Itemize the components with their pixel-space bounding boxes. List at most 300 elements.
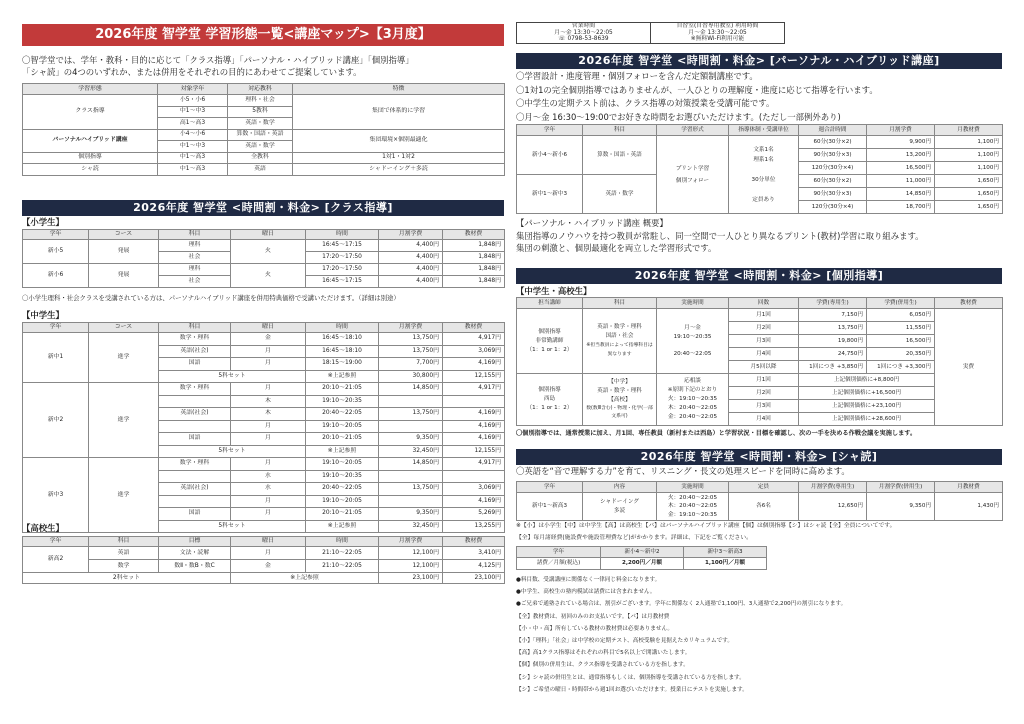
time-cell: [657, 374, 729, 426]
day-cell: 木: [231, 408, 306, 421]
material-cell: 4,169円: [443, 495, 505, 508]
count-cell: 月2回: [729, 387, 799, 400]
map-subject: 全教科: [228, 152, 293, 164]
set-note: ※上記参照: [306, 370, 379, 383]
course-cell: 発展: [89, 264, 159, 288]
table-row: [23, 458, 505, 471]
subject-cell: [159, 495, 231, 508]
time-cell: 16:45～17:15: [306, 276, 379, 288]
day-cell: 月: [231, 420, 306, 433]
col-header: 月割学費: [379, 230, 443, 240]
hours-cell: 90分(30分×3): [799, 188, 867, 201]
time-line: 木：20:40～22:05: [667, 405, 718, 411]
grade-cell: 新中2: [23, 383, 89, 458]
point-line: 〇月～金 16:30～19:00でお好きな時間をお選びいただけます。(ただし一部例外あり): [516, 111, 841, 122]
map-feature: 集団で体系的に学習: [293, 95, 505, 130]
material-cell: 4,125円: [443, 560, 505, 573]
fixed-line: 定員あり: [752, 196, 775, 203]
set-label: 2科セット: [23, 573, 231, 584]
fee-cell: [379, 495, 443, 508]
map-grade: 小5・小6: [158, 95, 228, 107]
table-row: [23, 264, 505, 276]
col-header: 科目: [583, 298, 657, 309]
fee-cell: 13,750円: [379, 483, 443, 496]
day-cell: 水: [231, 483, 306, 496]
set-material: 13,255円: [443, 520, 505, 533]
fee-cell: 9,350円: [867, 493, 935, 521]
course-cell: 進学: [89, 333, 159, 383]
col-header: 科目: [159, 230, 231, 240]
grade-cell: 新小5: [23, 240, 89, 264]
col-header: 学年: [23, 323, 89, 333]
col-header: 担当講師: [517, 298, 583, 309]
teacher-line: （1：1 or 1：2）: [526, 346, 573, 353]
col-header: 教材費: [443, 537, 505, 547]
individual-note: 〇個別指導では、通常授業に加え、月1回、専任教員（新村または西島）と学習状況・目標を確認し、次の一手を決める作戦会議を実施します。: [516, 430, 917, 437]
col-header: 内容: [583, 482, 657, 493]
point-line: 〇学習設計・進度管理・個別フォローを含んだ定額制講座です。: [516, 71, 758, 81]
summary-line: 集団の刺激と、個別最適化を両立した学習形式です。: [516, 243, 717, 253]
subject-line: 【高校】: [608, 397, 631, 403]
subject-cell: 英語: [89, 547, 159, 560]
business-hours: [517, 23, 651, 44]
class-section-title: 2026年度 智学堂 <時間割・料金> [クラス指導]: [22, 200, 504, 216]
personal-table: [516, 124, 1003, 214]
material-cell: 4,169円: [443, 433, 505, 446]
col-header: 教材費: [935, 298, 1003, 309]
col-header: 学年: [23, 537, 89, 547]
col-header: 月割学費: [379, 537, 443, 547]
set-label: 5科セット: [159, 445, 306, 458]
day-cell: 火: [231, 264, 306, 288]
subject-cell: 国語: [159, 358, 231, 371]
map-subject: 算数・国語・英語: [228, 129, 293, 141]
day-cell: 月: [231, 383, 306, 396]
time-cell: 16:45～17:15: [306, 240, 379, 252]
col-header: 月教材費: [935, 125, 1003, 136]
shadok-table: [516, 481, 1003, 521]
col-header: 曜日: [231, 323, 306, 333]
elementary-label: 【小学生】: [22, 217, 64, 227]
personal-summary: [516, 217, 924, 255]
day-cell: 火: [231, 240, 306, 264]
time-line: 金：19:10～20:35: [667, 511, 718, 518]
material-cell: 3,069円: [443, 345, 505, 358]
time-cell: 21:10～22:05: [306, 547, 379, 560]
fee-cell: 24,750円: [799, 348, 867, 361]
time-line: 木：20:40～22:05: [667, 503, 718, 510]
time-line: ※原則下記のとおり: [667, 387, 718, 393]
facility-table: [516, 546, 767, 570]
col-header: 学習形式: [657, 125, 729, 136]
footnote-line: 【シ】ご希望の曜日・時間帯から週1回お選びいただけます。授業日にテストを実施します。: [516, 686, 748, 693]
material-cell: 1,650円: [935, 175, 1003, 188]
facility-cell: 1,100円／月額: [684, 558, 767, 570]
map-feature: 集団環境×個別最適化: [293, 129, 505, 152]
footnote-line: ●料目数、受講講座に関係なく一律同じ料金になります。: [516, 577, 661, 583]
subject-cell: 英語(社会): [159, 483, 231, 496]
map-subject: 5教科: [228, 106, 293, 118]
fee-cell: 1回につき +3,850円: [799, 361, 867, 374]
col-header: 科目: [159, 323, 231, 333]
subject-line: 数(数Ⅲ含む)・物理・化学(一部文系可): [586, 406, 653, 419]
col-header: 月割学費(併用生): [867, 482, 935, 493]
col-header: 実施時間: [657, 298, 729, 309]
material-cell: 1,848円: [443, 264, 505, 276]
col-header: 時間: [306, 323, 379, 333]
personal-points: [516, 70, 878, 124]
hours-line: 月～金 13:30～22:05: [688, 29, 747, 36]
time-cell: 19:10～20:05: [306, 420, 379, 433]
table-row: [23, 547, 505, 560]
study-room-hours: [651, 23, 785, 44]
fee-cell: 12,100円: [379, 547, 443, 560]
col-header: コース: [89, 323, 159, 333]
map-type: シャ読: [23, 164, 158, 176]
fee-cell: 4,400円: [379, 264, 443, 276]
facility-label: 【全】毎月諸経費(施設費や施設管理費など)がかかります。詳細は、下記をご覧ください。: [516, 535, 752, 541]
map-grade: 中1～中3: [158, 141, 228, 153]
fee-cell: 13,750円: [379, 333, 443, 346]
count-cell: 月4回: [729, 348, 799, 361]
intro-line: 〇智学堂では、学年・教科・目的に応じて「クラス指導」「パーソナル・ハイブリッド講座」「個別指導」: [22, 55, 414, 65]
fee-cell: 9,350円: [379, 433, 443, 446]
fee-cell: 13,750円: [379, 408, 443, 421]
table-row: [23, 240, 505, 252]
fee-cell: 13,750円: [799, 322, 867, 335]
subject-cell: [159, 395, 231, 408]
col-header: 指導体制・受講単位: [729, 125, 799, 136]
fee-cell: 20,350円: [867, 348, 935, 361]
day-cell: 月: [231, 547, 306, 560]
time-cell: 19:10～20:35: [306, 395, 379, 408]
col-header: 学年: [517, 482, 583, 493]
footnote-list: [516, 574, 1006, 696]
col-header: 月割学費: [379, 323, 443, 333]
subject-cell: 数学・理科: [159, 383, 231, 396]
hours-line: 自習室(自習専用教室) 利用時間: [676, 23, 759, 29]
col-header: 学年: [517, 547, 601, 558]
format-cell: [657, 136, 729, 214]
footnote-line: 【小・中・高】所有している教材の教材費は必要ありません。: [516, 625, 673, 632]
fee-cell: 6,050円: [867, 309, 935, 322]
fee-cell: 14,850円: [867, 188, 935, 201]
map-header: 対応教科: [228, 84, 293, 95]
table-row: [23, 383, 505, 396]
goal-cell: 数Ⅱ・数B・数C: [159, 560, 231, 573]
shadok-section-title: 2026年度 智学堂 <時間割・料金> [シャ読]: [516, 449, 1002, 465]
material-cell: 3,410円: [443, 547, 505, 560]
material-cell: 4,917円: [443, 333, 505, 346]
col-header: 科目: [583, 125, 657, 136]
subject-cell: 英語(社会): [159, 345, 231, 358]
day-cell: 月: [231, 358, 306, 371]
elementary-note: 〇小学生理科・社会クラスを受講されている方は、パーソナルハイブリッド講座を併用特典価格で受講いただけます。（詳細は別途）: [22, 294, 400, 302]
fee-cell: 19,800円: [799, 335, 867, 348]
material-cell: 4,169円: [443, 420, 505, 433]
count-cell: 月3回: [729, 335, 799, 348]
col-header: 回数: [729, 298, 799, 309]
subject-cell: 算数・国語・英語: [583, 136, 657, 175]
map-subject: 理科・社会: [228, 95, 293, 107]
footnote-line: 【全】教材費は、初回のみのお支払いです。【パ】は月教材費: [516, 613, 670, 620]
time-cell: 20:10～21:05: [306, 508, 379, 521]
map-header: 学習形態: [23, 84, 158, 95]
footnote-line: ●ご兄弟で通塾されている場合は、割引がございます。学年に関係なく 2人通塾で1,100円、3人通塾で2,200円の割引になります。: [516, 601, 847, 608]
fee-cell: [379, 395, 443, 408]
subject-line: 英語・数学・理科: [597, 388, 642, 394]
fee-cell: 18,700円: [867, 201, 935, 214]
material-cell: 4,169円: [443, 358, 505, 371]
material-cell: 5,269円: [443, 508, 505, 521]
teacher-cell: [517, 374, 583, 426]
footnote-line: 【小】「理科」「社会」は中学校の定期テスト、高校受験を見据えたカリキュラムです。: [516, 637, 733, 644]
time-cell: 18:15～19:00: [306, 358, 379, 371]
table-row: [23, 560, 505, 573]
hours-cell: 60分(30分×2): [799, 136, 867, 149]
subject-cell: [583, 309, 657, 374]
time-cell: 20:40～22:05: [306, 408, 379, 421]
col-header: 曜日: [231, 537, 306, 547]
content-line: シャドーイング: [600, 498, 639, 505]
subject-line: ※担当教員によって指導科目は異なります: [586, 343, 653, 357]
col-header: 時間: [306, 230, 379, 240]
count-cell: 月4回: [729, 413, 799, 426]
subject-cell: 国語: [159, 433, 231, 446]
map-feature: シャドーイング＋多読: [293, 164, 505, 176]
material-cell: 4,917円: [443, 383, 505, 396]
col-header: 新小4～新中2: [601, 547, 684, 558]
time-cell: 20:10～21:05: [306, 433, 379, 446]
material-cell: 実費: [935, 309, 1003, 426]
junior-table: [22, 322, 505, 533]
material-cell: 1,100円: [935, 162, 1003, 175]
time-cell: 20:40～22:05: [306, 483, 379, 496]
point-line: 〇1対1の完全個別指導ではありませんが、一人ひとりの理解度・進度に応じて指導を行います。: [516, 84, 878, 95]
col-header: 月割学費: [867, 125, 935, 136]
time-cell: 21:10～22:05: [306, 560, 379, 573]
table-row: [517, 558, 767, 570]
material-cell: 1,848円: [443, 276, 505, 288]
hours-line: 月～金 13:30～22:05: [554, 29, 613, 36]
table-row: [517, 136, 1003, 149]
fee-cell: 上記個別価格に+8,800円: [799, 374, 935, 387]
set-fee: 32,450円: [379, 445, 443, 458]
time-cell: 19:10～20:35: [306, 470, 379, 483]
grade-cell: 新中1～新高3: [517, 493, 583, 521]
material-cell: 1,430円: [935, 493, 1003, 521]
hours-line: ※無料Wi-Fi利用可能: [690, 36, 745, 43]
material-cell: 1,848円: [443, 252, 505, 264]
set-fee: 23,100円: [379, 573, 443, 584]
goal-cell: 文法・読解: [159, 547, 231, 560]
time-cell: 19:10～20:05: [306, 495, 379, 508]
map-grade: 高1～高3: [158, 118, 228, 130]
day-cell: 木: [231, 395, 306, 408]
teacher-line: 西島: [543, 396, 556, 402]
col-header: 学費(専用生): [799, 298, 867, 309]
fee-cell: 13,750円: [379, 345, 443, 358]
table-row: [517, 309, 1003, 322]
time-cell: 20:10～21:05: [306, 383, 379, 396]
course-cell: 進学: [89, 383, 159, 458]
hours-cell: 90分(30分×3): [799, 149, 867, 162]
time-line: 月～金: [684, 324, 701, 331]
fee-cell: 11,000円: [867, 175, 935, 188]
day-cell: 水: [231, 470, 306, 483]
map-header: 特徴: [293, 84, 505, 95]
day-cell: 月: [231, 458, 306, 471]
fee-cell: 14,850円: [379, 458, 443, 471]
fee-cell: 14,850円: [379, 383, 443, 396]
fee-cell: 7,150円: [799, 309, 867, 322]
col-header: 曜日: [231, 230, 306, 240]
count-cell: 月5回以降: [729, 361, 799, 374]
material-cell: 1,650円: [935, 188, 1003, 201]
course-cell: 進学: [89, 458, 159, 533]
unit-line: 30分単位: [751, 176, 776, 183]
material-cell: [443, 395, 505, 408]
map-feature: 1対1・1対2: [293, 152, 505, 164]
subject-cell: 理科: [159, 240, 231, 252]
format-line: 個別フォロー: [675, 177, 710, 184]
structure-line: 文系1名: [753, 146, 774, 153]
subject-cell: [159, 420, 231, 433]
facility-cell: 諸費／月額(税込): [517, 558, 601, 570]
col-header: 教材費: [443, 230, 505, 240]
col-header: コース: [89, 230, 159, 240]
map-grade: 中1～高3: [158, 152, 228, 164]
course-cell: 発展: [89, 240, 159, 264]
col-header: 科目: [89, 537, 159, 547]
set-label: 5科セット: [159, 520, 306, 533]
format-line: プリント学習: [675, 165, 710, 172]
map-grade: 中1～高3: [158, 164, 228, 176]
material-cell: 1,650円: [935, 201, 1003, 214]
subject-cell: 国語: [159, 508, 231, 521]
individual-section-title: 2026年度 智学堂 <時間割・料金> [個別指導]: [516, 268, 1002, 284]
personal-section-title: 2026年度 智学堂 <時間割・料金> [パーソナル・ハイブリッド講座]: [516, 53, 1002, 69]
fee-cell: 9,900円: [867, 136, 935, 149]
time-cell: [657, 493, 729, 521]
subject-line: 【中学】: [608, 379, 631, 385]
fee-cell: [379, 420, 443, 433]
time-cell: 17:20～17:50: [306, 252, 379, 264]
grade-cell: 新小6: [23, 264, 89, 288]
teacher-cell: [517, 309, 583, 374]
page-banner: 2026年度 智学堂 学習形態一覧<講座マップ>【3月度】: [22, 24, 504, 46]
intro-text: [22, 55, 512, 78]
col-header: 新中3～新高3: [684, 547, 767, 558]
fee-cell: 12,100円: [379, 560, 443, 573]
day-cell: 月: [231, 345, 306, 358]
hours-line: 営業時間: [571, 23, 596, 29]
fee-cell: 12,650円: [799, 493, 867, 521]
count-cell: 月1回: [729, 309, 799, 322]
day-cell: 月: [231, 495, 306, 508]
facility-cell: 2,200円／月額: [601, 558, 684, 570]
time-cell: [657, 309, 729, 374]
summary-title: 【パーソナル・ハイブリッド講座 概要】: [516, 218, 668, 228]
table-row: [23, 573, 505, 584]
set-material: 12,155円: [443, 445, 505, 458]
high-label: 【高校生】: [22, 523, 64, 533]
subject-line: 英語・数学・理科: [597, 324, 642, 330]
grade-cell: 新小4～新小6: [517, 136, 583, 175]
set-label: 5科セット: [159, 370, 306, 383]
map-grade: 小4～小6: [158, 129, 228, 141]
map-type: 個別指導: [23, 152, 158, 164]
abbr-note: ※【小】は小学生【中】は中学生【高】は高校生【パ】はパーソナルハイブリッド講座【個】は個別指導【シ】はシャ読【全】全員についてです。: [516, 523, 896, 529]
subject-line: 国語・社会: [605, 333, 634, 339]
map-subject: 英語: [228, 164, 293, 176]
day-cell: 金: [231, 333, 306, 346]
elementary-table: [22, 229, 505, 288]
subject-cell: [159, 470, 231, 483]
hours-cell: 120分(30分×4): [799, 201, 867, 214]
col-header: 学年: [23, 230, 89, 240]
count-cell: 月2回: [729, 322, 799, 335]
teacher-line: 個別指導: [538, 387, 561, 393]
footnote-line: 【高】高1クラス指導はそれぞれの科目で5名以上で開講いたします。: [516, 650, 691, 657]
set-note: ※上記参照: [306, 520, 379, 533]
hours-line: ☏ 0798-53-8639: [558, 36, 609, 43]
col-header: 学費(併用生): [867, 298, 935, 309]
fee-cell: 上記個別価格に+16,500円: [799, 387, 935, 400]
map-header: 対象学年: [158, 84, 228, 95]
set-note: ※上記参照: [306, 445, 379, 458]
time-cell: 19:10～20:05: [306, 458, 379, 471]
fee-cell: 7,700円: [379, 358, 443, 371]
intro-line: 「シャ読」の4つのいずれか、または併用をそれぞれの目的にあわせてご提案しています。: [22, 66, 362, 77]
day-cell: 金: [231, 560, 306, 573]
material-cell: 4,169円: [443, 408, 505, 421]
teacher-line: 個別指導: [538, 328, 561, 335]
map-subject: 英語・数学: [228, 141, 293, 153]
grade-cell: 新中1: [23, 333, 89, 383]
teacher-line: （1：1 or 1：2）: [526, 405, 573, 411]
subject-cell: 数学・理科: [159, 333, 231, 346]
day-cell: 月: [231, 508, 306, 521]
subject-cell: [583, 374, 657, 426]
material-cell: [443, 470, 505, 483]
subject-cell: 英語(社会): [159, 408, 231, 421]
set-fee: 30,800円: [379, 370, 443, 383]
table-row: [517, 374, 1003, 387]
col-header: 教材費: [443, 323, 505, 333]
time-line: 19:10～20:35: [673, 333, 712, 340]
subject-cell: 英語・数学: [583, 175, 657, 214]
set-note: ※上記参照: [231, 573, 379, 584]
material-cell: 3,069円: [443, 483, 505, 496]
time-cell: 16:45～18:10: [306, 333, 379, 346]
footnote-line: 【シ】シャ読の併用生とは、通常指導もしくは、個別指導を受講されている方を指します。: [516, 674, 745, 681]
hours-box: [516, 22, 785, 44]
col-header: 定員: [729, 482, 799, 493]
material-cell: 1,848円: [443, 240, 505, 252]
col-header: 週合計時間: [799, 125, 867, 136]
table-row: [517, 493, 1003, 521]
col-header: 実施時間: [657, 482, 729, 493]
hours-cell: 60分(30分×2): [799, 175, 867, 188]
col-header: 月教材費: [935, 482, 1003, 493]
subject-cell: 社会: [159, 276, 231, 288]
footnote-line: ●中学生、高校生の塾内模試は諸費には含まれません。: [516, 589, 656, 596]
map-subject: 英語・数学: [228, 118, 293, 130]
subject-cell: 理科: [159, 264, 231, 276]
fee-cell: 16,500円: [867, 162, 935, 175]
fee-cell: 4,400円: [379, 240, 443, 252]
